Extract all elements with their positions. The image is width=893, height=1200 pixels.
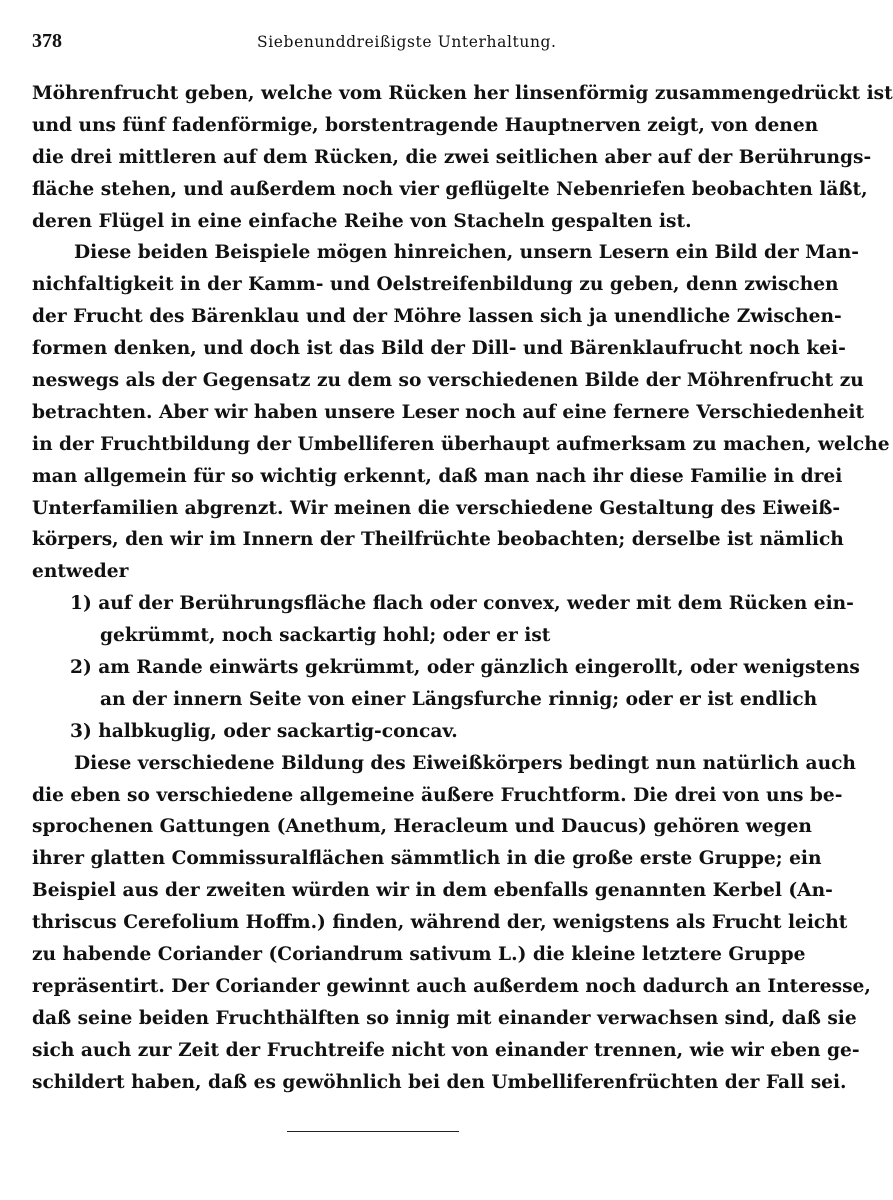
- list-item: [32, 716, 712, 748]
- list-item: [32, 652, 860, 716]
- text-line: daß seine beiden Fruchthälften so innig mit einander verwachsen sind, daß sie: [32, 1007, 857, 1029]
- list-item: [32, 588, 854, 652]
- text-line: sprochenen Gattungen (Anethum, Heracleum und Daucus) gehören wegen: [32, 816, 812, 838]
- text-line: 1) auf der Berührungsfläche flach oder convex, weder mit dem Rücken ein-: [70, 593, 854, 615]
- text-line: die eben so verschiedene allgemeine äußere Fruchtform. Die drei von uns be-: [32, 784, 843, 806]
- paragraph-1: [32, 78, 893, 237]
- text-line: Diese verschiedene Bildung des Eiweißkörpers bedingt nun natürlich auch: [74, 752, 856, 774]
- text-line: fläche stehen, und außerdem noch vier geflügelte Nebenriefen beobachten läßt,: [32, 178, 868, 200]
- text-line: 2) am Rande einwärts gekrümmt, oder gänzlich eingerollt, oder wenigstens: [70, 657, 860, 679]
- text-line: man allgemein für so wichtig erkennt, daß man nach ihr diese Familie in drei: [32, 465, 843, 487]
- text-line: Unterfamilien abgrenzt. Wir meinen die verschiedene Gestaltung des Eiweiß-: [32, 497, 841, 519]
- text-line: der Frucht des Bärenklau und der Möhre lassen sich ja unendliche Zwischen-: [32, 306, 842, 328]
- section-end-rule: [287, 1131, 459, 1132]
- text-line: schildert haben, daß es gewöhnlich bei den Umbelliferenfrüchten der Fall sei.: [32, 1071, 847, 1093]
- text-line: zu habende Coriander (Coriandrum sativum L.) die kleine letztere Gruppe: [32, 944, 806, 966]
- text-line: Möhrenfrucht geben, welche vom Rücken her linsenförmig zusammengedrückt ist: [32, 83, 893, 104]
- paragraph-2: [32, 237, 890, 588]
- text-line: 3) halbkuglig, oder sackartig-concav.: [70, 720, 458, 742]
- text-line: repräsentirt. Der Coriander gewinnt auch außerdem noch dadurch an Interesse,: [32, 975, 871, 997]
- body-text: [32, 78, 893, 1099]
- page-number: 378: [32, 30, 62, 52]
- text-line: ihrer glatten Commissuralflächen sämmtlich in die große erste Gruppe; ein: [32, 848, 822, 870]
- paragraph-3: [32, 748, 871, 1099]
- text-line: nichfaltigkeit in der Kamm- und Oelstreifenbildung zu geben, denn zwischen: [32, 274, 839, 296]
- text-line: die drei mittleren auf dem Rücken, die zwei seitlichen aber auf der Berührungs-: [32, 146, 872, 168]
- text-line: in der Fruchtbildung der Umbelliferen überhaupt aufmerksam zu machen, welche: [32, 433, 890, 455]
- text-line: Beispiel aus der zweiten würden wir in dem ebenfalls genannten Kerbel (An-: [32, 880, 833, 902]
- text-line: neswegs als der Gegensatz zu dem so verschiedenen Bilde der Möhrenfrucht zu: [32, 370, 864, 392]
- text-line: formen denken, und doch ist das Bild der Dill- und Bärenklaufrucht noch kei-: [32, 338, 846, 360]
- text-line: und uns fünf fadenförmige, borstentragende Hauptnerven zeigt, von denen: [32, 114, 819, 136]
- text-line: sich auch zur Zeit der Fruchtreife nicht von einander trennen, wie wir eben ge-: [32, 1039, 860, 1061]
- enumerated-list: [32, 588, 860, 747]
- page-header: [32, 30, 710, 60]
- text-line: Diese beiden Beispiele mögen hinreichen, unsern Lesern ein Bild der Man-: [74, 242, 859, 264]
- text-line: an der innern Seite von einer Längsfurche rinnig; oder er ist endlich: [100, 688, 818, 710]
- running-head: Siebenunddreißigste Unterhaltung.: [257, 33, 557, 51]
- text-line: thriscus Cerefolium Hoffm.) finden, während der, wenigstens als Frucht leicht: [32, 912, 848, 934]
- text-line: gekrümmt, noch sackartig hohl; oder er ist: [100, 625, 551, 647]
- text-line: betrachten. Aber wir haben unsere Leser noch auf eine fernere Verschiedenheit: [32, 401, 865, 423]
- text-line: deren Flügel in eine einfache Reihe von Stacheln gespalten ist.: [32, 210, 692, 232]
- text-line: körpers, den wir im Innern der Theilfrüchte beobachten; derselbe ist nämlich: [32, 529, 844, 551]
- text-line: entweder: [32, 561, 129, 583]
